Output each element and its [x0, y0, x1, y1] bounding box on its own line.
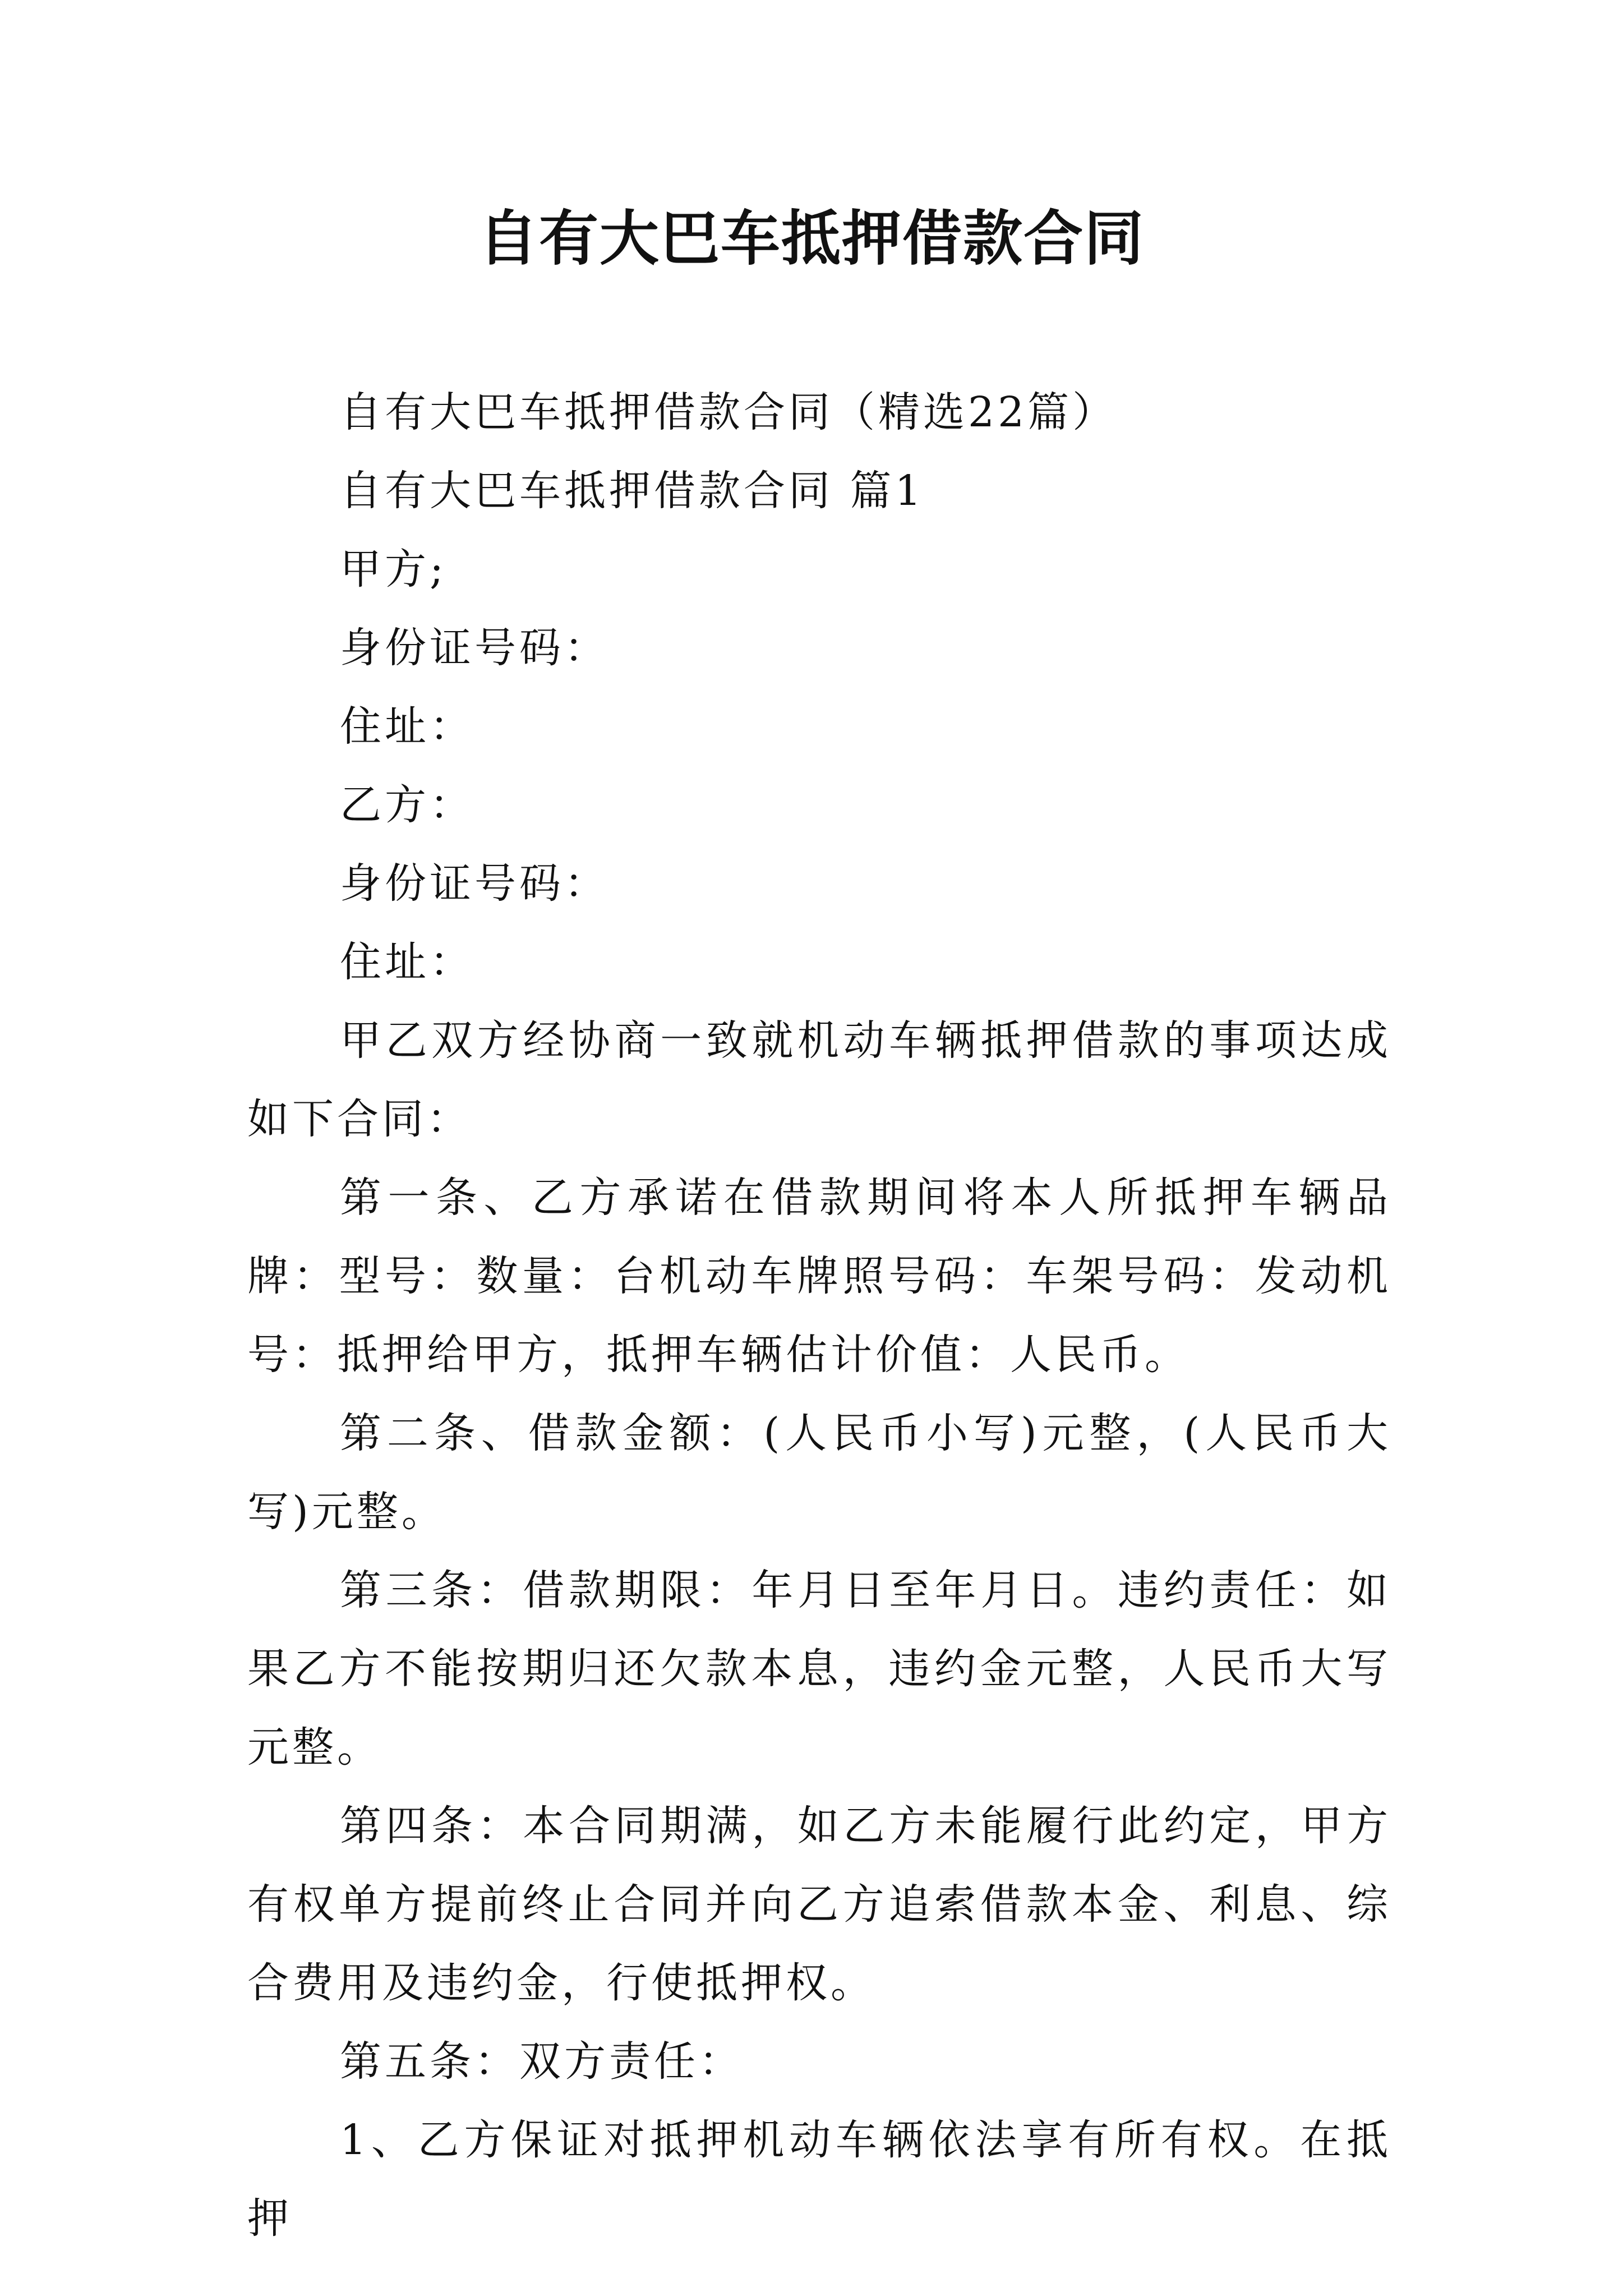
document-title: 自有大巴车抵押借款合同	[478, 203, 1145, 273]
clause-2: 第二条、借款金额：(人民币小写)元整，(人民币大写)元整。	[247, 1409, 1391, 1536]
clause-1: 第一条、乙方承诺在借款期间将本人所抵押车辆品牌：型号：数量：台机动车牌照号码：车架号码：发动机号：抵押给甲方，抵押车辆估计价值：人民币。	[247, 1174, 1391, 1379]
party-b-address-label: 住址：	[340, 938, 474, 986]
intro-paragraph: 甲乙双方经协商一致就机动车辆抵押借款的事项达成如下合同：	[247, 1016, 1391, 1143]
clause-4: 第四条：本合同期满，如乙方未能履行此约定，甲方有权单方提前终止合同并向乙方追索借款本金、利息、综合费用及违约金，行使抵押权。	[247, 1802, 1391, 2007]
clause-5-item-1: 1、乙方保证对抵押机动车辆依法享有所有权。在抵押	[247, 2116, 1391, 2243]
party-a-label: 甲方;	[340, 545, 447, 593]
party-b-label: 乙方：	[340, 781, 474, 829]
party-b-id-label: 身份证号码：	[340, 859, 609, 908]
party-a-id-label: 身份证号码：	[340, 624, 609, 672]
subtitle-collection: 自有大巴车抵押借款合同（精选22篇）	[340, 388, 1118, 436]
clause-5-heading: 第五条：双方责任：	[340, 2037, 744, 2086]
section-heading: 自有大巴车抵押借款合同 篇1	[340, 467, 925, 515]
document-body	[247, 373, 1391, 2258]
clause-3: 第三条：借款期限：年月日至年月日。违约责任：如果乙方不能按期归还欠款本息，违约金元整，人民币大写元整。	[247, 1566, 1391, 1772]
party-a-address-label: 住址：	[340, 702, 474, 751]
